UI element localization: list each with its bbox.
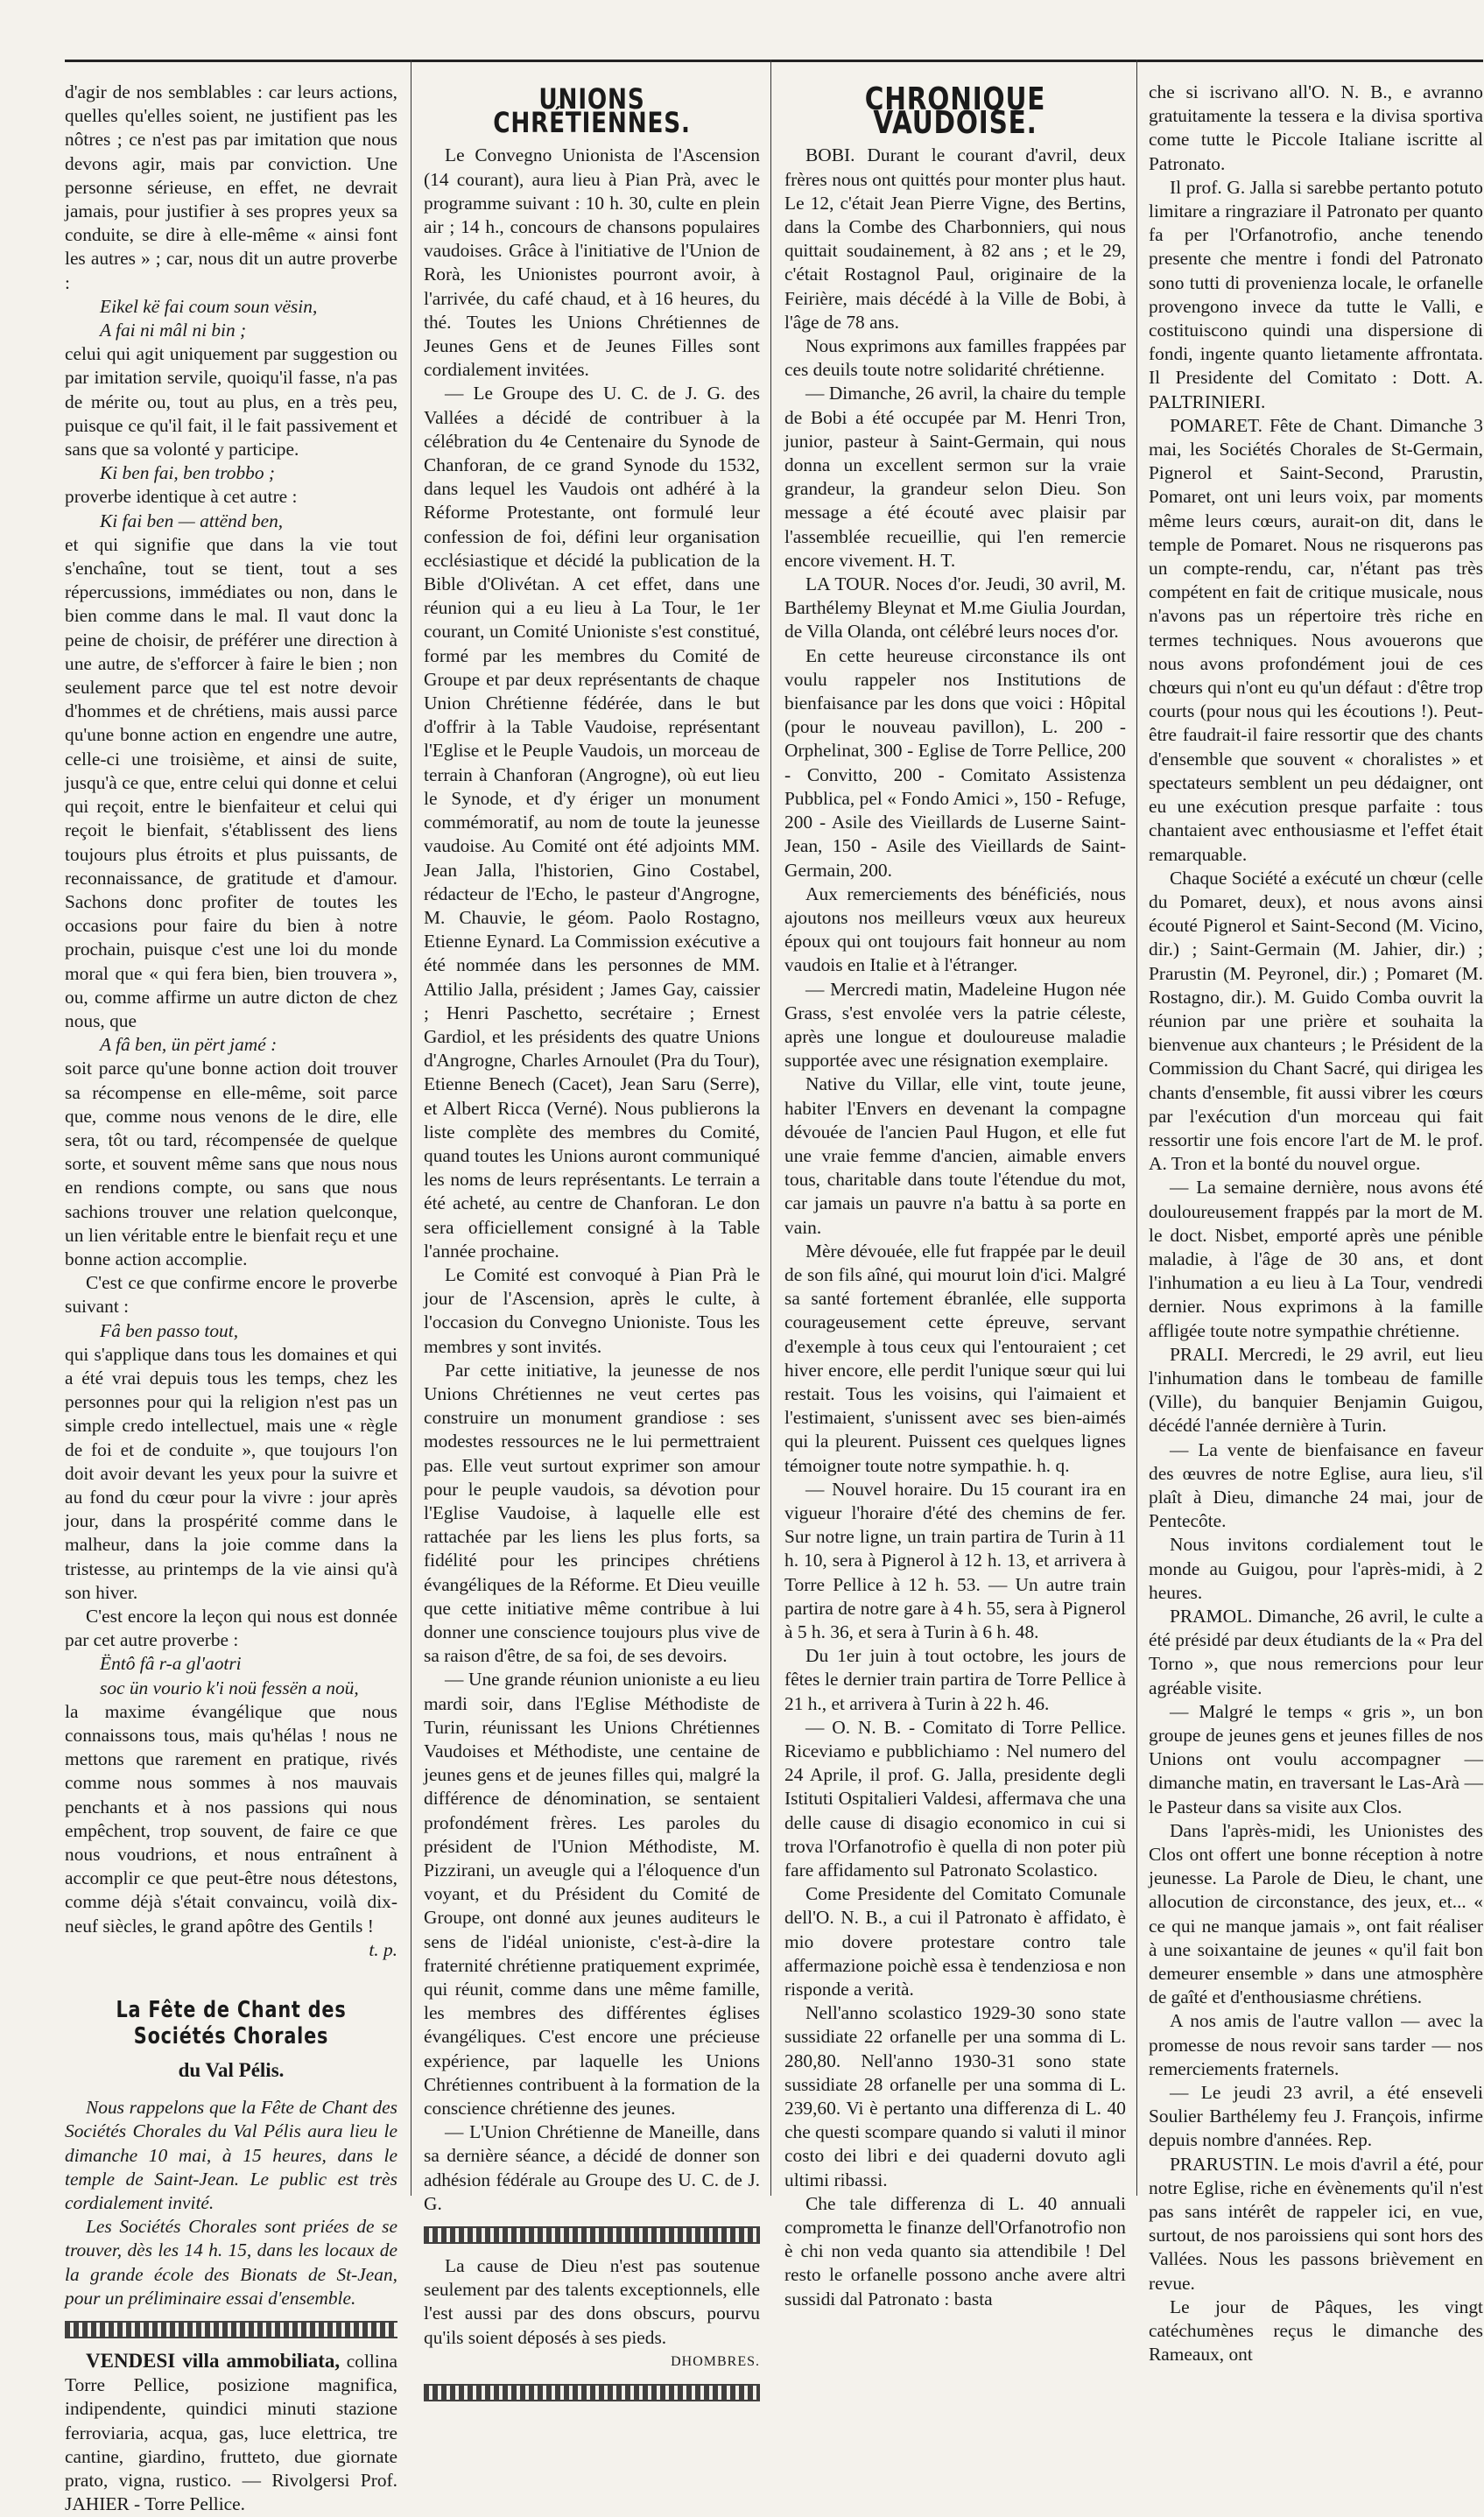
paragraph: Nous exprimons aux familles frappées par ces deuils toute notre solidarité chrétienne. (784, 335, 1126, 381)
ornament-divider (65, 2321, 397, 2338)
ad-text: collina Torre Pellice, posizione magnifica, indipendente, quindici minuti stazione ferroviaria, acqua, gas, luce elettrica, tre cantine, giardino, frutteto, due giornate prato, vigna, rustico. — Rivolgersi Prof. JAHIER - Torre Pellice. (65, 2351, 397, 2515)
ornament-divider (424, 2384, 760, 2401)
paragraph: Native du Villar, elle vint, toute jeune, habiter l'Envers en devenant la compagne dévouée de l'ancien Paul Hugon, et elle fut une vraie femme d'ancien, aimable envers tous, charitable dans toute l'étendue du mot, car jamais un pauvre n'a battu à sa porte en vain. (784, 1073, 1126, 1238)
paragraph: En cette heureuse circonstance ils ont voulu rappeler nos Institutions de bienfaisance par les dons que voici : Hôpital (pour le nouveau pavillon), L. 200 - Orphelinat, 300 - Eglise de Torre Pellice, 200 - Convitto, 200 - Comitato Assistenza Pubblica, pel « Fondo Amici », 150 - Refuge, 200 - Asile des Vieillards de Luserne Saint-Jean, 150 - Asile des Vieillards de Saint-Germain, 200. (784, 644, 1126, 881)
column-4 (1149, 81, 1483, 2366)
proverb-line: Ki fai ben — attënd ben, (100, 510, 284, 531)
paragraph: Les Sociétés Chorales sont priées de se trouver, dès les 14 h. 15, dans les locaux de la grande école des Bionats de St-Jean, pour un préliminaire essai d'ensemble. (65, 2216, 397, 2309)
paragraph: et qui signifie que dans la vie tout s'enchaîne, tout se tient, tout a ses répercussions, immédiates ou non, dans le bien comme dans le mal. Il vaut donc la peine de choisir, de préférer une direction à une autre, de s'efforcer à faire le bien ; non seulement parce que tel est notre devoir d'hommes et de chrétiens, mais aussi parce qu'une bonne action en engendre une autre, celle-ci une troisième, et ainsi de suite, jusqu'à ce que, entre celui qui donne et celui qui reçoit, entre le bienfaiteur et celui qui reçoit le bienfait, s'établissent des liens toujours plus étroits et plus puissants, de reconnaissance, de gratitude et d'amour. Sachons donc profiter de toutes les occasions pour faire du bien à notre prochain, puisque c'est une loi du monde moral que « qui fera bien, bien trouvera », ou, comme affirme un autre dicton de chez nous, que (65, 533, 397, 1031)
classified-ad (65, 2349, 397, 2516)
quote: La cause de Dieu n'est pas soutenue seulement par des talents exceptionnels, elle l'est aussi par des dons obscurs, pourvu qu'ils soient déposés à ses pieds. (424, 2255, 760, 2348)
section-title: CHRONIQUE VAUDOISE. (864, 81, 1046, 142)
paragraph: Le Comité est convoqué à Pian Prà le jour de l'Ascension, après le culte, à l'occasion du Convegno Unioniste. Tous les membres y sont invités. (424, 1263, 760, 1357)
top-rule (65, 60, 1483, 62)
paragraph: Chaque Société a exécuté un chœur (celle du Pomaret, deux), et nous avons ainsi écouté Pignerol et Saint-Second (M. Vicino, dir.) ; Saint-Germain (M. Jahier, dir.) ; Prarustin (M. Peyronel, dir.) ; Pomaret (M. Rostagno, dir.). M. Guido Comba ouvrit la réunion par une prière et souhaita la bienvenue aux chanteurs ; le Président de la Commission du Chant Sacré, qui dirigea les chants d'ensemble, fit aussi vibrer les cœurs par l'exécution d'un morceau qui fait ressortir une fois encore l'art de M. le prof. A. Tron et la bonté du nouvel orgue. (1149, 867, 1483, 1175)
paragraph: Il prof. G. Jalla si sarebbe pertanto potuto limitare a ringraziare il Patronato per quanto fa per l'Orfanotrofio, anche tenendo presente che mentre i fondi del Patronato sono tutti di provenienza locale, le orfanelle provengono invece da tutte le Valli, e costituiscono quindi una dispersione di fondi, ingente quanto lietamente affrontata. Il Presidente del Comitato : Dott. A. PALTRINIERI. (1149, 176, 1483, 412)
proverb-line: Eikel kë fai coum soun vësin, (100, 295, 318, 317)
paragraph: BOBI. Durant le courant d'avril, deux frères nous ont quittés pour monter plus haut. Le 12, c'était Jean Pierre Vigne, des Bertins, dans la Combe des Charbonniers, qui nous quittait soudainement, à 82 ans ; et le 29, c'était Rostagnol Paul, originaire de la Feirière, mais décédé à la Ville de Bobi, à l'âge de 78 ans. (784, 144, 1126, 333)
paragraph: Nous rappelons que la Fête de Chant des Sociétés Chorales du Val Pélis aura lieu le dimanche 10 mai, à 15 heures, dans le temple de Saint-Jean. Le public est très cordialement invité. (65, 2097, 397, 2214)
paragraph: LA TOUR. Noces d'or. Jeudi, 30 avril, M. Barthélemy Bleynat et M.me Giulia Jourdan, de Villa Olanda, ont célébré leurs noces d'or. (784, 573, 1126, 643)
paragraph: — Dimanche, 26 avril, la chaire du temple de Bobi a été occupée par M. Henri Tron, junior, pasteur à Saint-Germain, qui nous donna un excellent sermon sur la vraie grandeur, la grandeur selon Dieu. Son message a été écouté avec plaisir par l'assemblée recueillie, qui l'en remercie encore vivement. H. T. (784, 383, 1126, 571)
paragraph: Mère dévouée, elle fut frappée par le deuil de son fils aîné, qui mourut loin d'ici. Malgré sa santé fortement ébranlée, elle supporta courageusement cette épreuve, servant d'exemple à tous ceux qui l'entouraient ; cet hiver encore, elle perdit l'unique sœur qui lui restait. Tous les voisins, qui l'aimaient et l'estimaient, s'unissent avec ses bien-aimés qui la pleurent. Puissent ces quelques lignes témoigner toute notre sympathie. h. q. (784, 1240, 1126, 1476)
column-3 (784, 81, 1126, 2310)
paragraph: PRALI. Mercredi, le 29 avril, eut lieu l'inhumation dans le tombeau de famille (Ville), du banquier Benjamin Guigou, décédé l'année dernière à Turin. (1149, 1343, 1483, 1437)
column-2 (424, 81, 760, 2369)
quote-author: DHOMBRES. (671, 2353, 760, 2369)
paragraph: soit parce qu'une bonne action doit trouver sa récompense en elle-même, soit parce que, comme nous venons de le dire, elle sera, tôt ou tard, récompensée de quelque sorte, et souvent même sans que nous nous en rendions compte, ou sans que nous sachions trouver une relation quelconque, un lien véritable entre le bienfait reçu et une bonne action accomplie. (65, 1058, 397, 1269)
fete-title: La Fête de Chant des Sociétés Chorales (116, 1997, 347, 2050)
paragraph: celui qui agit uniquement par suggestion ou par imitation servile, quoiqu'il fasse, n'a pas de mérite ou, tout au plus, en a très peu, puisque ce qu'il fait, il le fait passivement et sans que sa volonté y participe. (65, 343, 397, 461)
fete-notice (65, 2096, 397, 2310)
paragraph: proverbe identique à cet autre : (65, 486, 298, 508)
paragraph: Nell'anno scolastico 1929-30 sono state sussidiate 22 orfanelle per una somma di L. 280,80. Nell'anno 1930-31 sono state sussidiate 28 orfanelle per una somma di L. 239,60. Vi è pertanto una differenza di L. 40 che questi scompare quando si valuti il minor costo dei libri e dei quaderni dovuto agli ultimi ribassi. (784, 2002, 1126, 2190)
newspaper-page (65, 60, 1483, 2515)
signature: t. p. (369, 1938, 397, 1960)
paragraph: — La semaine dernière, nous avons été douloureusement frappés par la mort de M. le doct. Nisbet, emporté après une pénible maladie, à l'âge de 30 ans, et dont l'inhumation a eu lieu à La Tour, vendredi dernier. Nous exprimons à la famille affligée toute notre sympathie chrétienne. (1149, 1177, 1483, 1341)
paragraph: — La vente de bienfaisance en faveur des œuvres de notre Eglise, aura lieu, s'il plaît à Dieu, dimanche 24 mai, jour de Pentecôte. (1149, 1438, 1483, 1532)
paragraph: Aux remerciements des bénéficiés, nous ajoutons nos meilleurs vœux aux heureux époux qui ont toujours fait honneur au nom vaudois en Italie et à l'étranger. (784, 882, 1126, 976)
paragraph: — Mercredi matin, Madeleine Hugon née Grass, s'est envolée vers la patrie céleste, après une longue et douloureuse maladie supportée avec une résignation exemplaire. (784, 978, 1126, 1072)
column-1 (65, 81, 397, 2515)
paragraph: qui s'applique dans tous les domaines et qui a été vrai depuis tous les temps, chez les personnes pour qui la religion n'est pas un simple credo intellectuel, mais une « règle de foi et de conduite », que toujours l'on doit avoir devant les yeux pour la suivre et au fond du cœur pour la vivre : jour après jour, dans la prospérité comme dans le malheur, dans la joie comme dans la tristesse, au printemps de la vie ainsi qu'à son hiver. (65, 1343, 397, 1603)
paragraph: Dans l'après-midi, les Unionistes des Clos ont offert une bonne réception à notre jeunesse. La Parole de Dieu, le chant, une allocution de circonstance, des jeux, et... « ce qui ne manque jamais », ont fait réaliser à une soixantaine de jeunes « qu'il fait bon demeurer ensemble » dans une atmosphère de gaîté et d'enthousiasme chrétiens. (1149, 1819, 1483, 2008)
paragraph: che si iscrivano all'O. N. B., e avranno gratuitamente la tessera e la divisa sportiva come tutte le Piccole Italiane iscritte al Patronato. (1149, 81, 1483, 174)
paragraph: Par cette initiative, la jeunesse de nos Unions Chrétiennes ne veut certes pas construire un monument grandiose : ses modestes ressources ne le lui permettraient pas. Elle veut surtout exprimer son amour pour le peuple vaudois, sa dévotion pour l'Eglise Vaudoise, à laquelle elle est rattachée par les liens les plus forts, sa fidélité pour les principes chrétiens évangéliques de la Réforme. Et Dieu veuille que cette initiative même contribue à lui donner une conscience toujours plus vive de sa raison d'être, de sa foi, de ses devoirs. (424, 1359, 760, 1667)
paragraph: Come Presidente del Comitato Comunale dell'O. N. B., a cui il Patronato è affidato, è mio dovere protestare contro tale affermazione poichè essa è tendenziosa e non risponde a verità. (784, 1883, 1126, 2000)
paragraph: Du 1er juin à tout octobre, les jours de fêtes le dernier train partira de Torre Pellice à 21 h., et arrivera à Turin à 22 h. 46. (784, 1645, 1126, 1714)
paragraph: A nos amis de l'autre vallon — avec la promesse de nous revoir sans tarder — nos remerciements fraternels. (1149, 2010, 1483, 2079)
paragraph: C'est ce que confirme encore le proverbe suivant : (65, 1272, 397, 1318)
proverb-line: Ëntô fâ r-a gl'aotri (100, 1653, 242, 1675)
paragraph: d'agir de nos semblables : car leurs actions, quelles qu'elles soient, ne justifient pas les nôtres ; ce n'est pas par imitation que nous devons agir, mais par conviction. Une personne sérieuse, en effet, ne devrait jamais, pour justifier à ses propres yeux sa conduite, se dire à elle-même « ainsi font les autres » ; car, nous dit un autre proverbe : (65, 81, 397, 293)
column-rule (770, 60, 771, 2196)
ornament-divider (424, 2226, 760, 2244)
paragraph: — O. N. B. - Comitato di Torre Pellice. Riceviamo e pubblichiamo : Nel numero del 24 Aprile, il prof. G. Jalla, presidente degli Istituti Ospitalieri Valdesi, affermava che una delle cause di disagio economico in cui si trova l'Orfanotrofio è quella di non poter più fare affidamento sul Patronato Scolastico. (784, 1716, 1126, 1881)
paragraph: Le Convegno Unionista de l'Ascension (14 courant), aura lieu à Pian Prà, avec le programme suivant : 10 h. 30, culte en plein air ; 14 h., concours de chansons populaires vaudoises. Grâce à l'initiative de l'Union de Rorà, les Unionistes pourront avoir, à l'arrivée, du café chaud, et à 16 heures, du thé. Toutes les Unions Chrétiennes de Jeunes Gens et de Jeunes Filles sont cordialement invitées. (424, 144, 760, 381)
paragraph: — Le Groupe des U. C. de J. G. des Vallées a décidé de contribuer à la célébration du 4e Centenaire du Synode de Chanforan, de ce grand Synode du 1532, dans lequel les Vaudois ont adhéré à la Réforme Protestante, ont formulé leur confession de foi, défini leur organisation ecclésiastique et décidé la publication de la Bible d'Olivétan. A cet effet, dans une réunion qui a eu lieu à La Tour, le 1er courant, un Comité Unioniste s'est constitué, formé par les membres du Comité de Groupe et par deux représentants de chaque Union Chrétienne fédérée, dans le but d'offrir à la Table Vaudoise, représentant l'Eglise et le Peuple Vaudois, un morceau de terrain à Chanforan (Angrogne), où eut lieu le Synode, et d'y ériger un monument commémoratif, au nom de toute la jeunesse vaudoise. Au Comité ont été adjoints MM. Jean Jalla, l'historien, Gino Costabel, rédacteur de l'Echo, le pasteur d'Angrogne, M. Chauvie, le géom. Paolo Rostagno, Etienne Eynard. La Commission exécutive a été nommée dans les personnes de MM. Attilio Jalla, président ; James Gay, caissier ; Henri Paschetto, secrétaire ; Ernest Gardiol, et les présidents des quatre Unions d'Angrogne, Charles Arnoulet (Pra du Tour), Etienne Benech (Cacet), Jean Saru (Serre), et Albert Ricca (Verné). Nous publierons la liste complète des membres du Comité, quand toutes les Unions auront communiqué les noms de leurs représentants. Le terrain a été acheté, au centre de Chanforan. Le don sera officiellement consigné à la Table l'année prochaine. (424, 383, 760, 1262)
paragraph: Le jour de Pâques, les vingt catéchumènes reçus le dimanche des Rameaux, ont (1149, 2296, 1483, 2366)
paragraph: C'est encore la leçon qui nous est donnée par cet autre proverbe : (65, 1606, 397, 1651)
paragraph: — Nouvel horaire. Du 15 courant ira en vigueur l'horaire d'été des chemins de fer. Sur notre ligne, un train partira de Turin à 11 h. 10, sera à Pignerol à 12 h. 13, et arrivera à Torre Pellice à 12 h. 53. — Un autre train partira de notre gare à 4 h. 55, sera à Pignerol à 5 h. 36, et sera à Turin à 6 h. 48. (784, 1478, 1126, 1642)
proverb-line: Fâ ben passo tout, (100, 1319, 239, 1341)
proverb-line: A fâ ben, ün përt jamé : (100, 1034, 278, 1056)
paragraph: POMARET. Fête de Chant. Dimanche 3 mai, les Sociétés Chorales de St-Germain, Pignerol et Saint-Second, Prarustin, Pomaret, ont uni leurs voix, par moments même leurs cœurs, aurait-on dit, dans le temple de Pomaret. Nous ne risquerons pas un compte-rendu, car, n'étant pas très compétent en fait de critique musicale, nous n'avons pas un répertoire très riche en termes techniques. Nous avouerons que nous avons profondément joui de ces chœurs qui n'ont eu qu'un défaut : d'être trop courts (pour nous qui les écoutions !). Peut-être faudrait-il faire ressortir que des chants d'ensemble que souvent « choralistes » et spectateurs semblent un peu dédaigner, ont eu une exécution presque parfaite : tous chantaient avec enthousiasme et l'effet était remarquable. (1149, 414, 1483, 865)
proverb-line: Ki ben fai, ben trobbo ; (100, 462, 276, 484)
paragraph: la maxime évangélique que nous connaissons tous, mais qu'hélas ! nous ne mettons que rarement en pratique, rivés comme nous sommes à nos mauvais penchants et à nos passions qui nous empêchent, trop souvent, de faire ce que nous voudrions, et nous entraînent à accomplir ce que peut-être nous détestons, comme déjà s'était convaincu, voilà dix-neuf siècles, le grand apôtre des Gentils ! (65, 1700, 397, 1937)
paragraph: — Une grande réunion unioniste a eu lieu mardi soir, dans l'Eglise Méthodiste de Turin, réunissant les Unions Chrétiennes Vaudoises et Méthodiste, une centaine de jeunes gens et de jeunes filles qui, malgré la différence de dénomination, se sentaient profondément frères. Les paroles du président de l'Union Méthodiste, M. Pizzirani, un aveugle qui a l'éloquence d'un voyant, et du Président du Comité de Groupe, ont donné aux jeunes auditeurs le sens de l'idéal unioniste, c'est-à-dire la fraternité chrétienne pratiquement exprimée, qui réunit, comme dans une même famille, les membres des différentes églises évangéliques. C'est encore une précieuse expérience, par laquelle les Unions Chrétiennes contribuent à la formation de la conscience chrétienne des jeunes. (424, 1669, 760, 2120)
fete-subtitle: du Val Pélis. (178, 2059, 285, 2082)
paragraph: — Le jeudi 23 avril, a été enseveli Soulier Barthélemy feu J. François, infirme depuis nombre d'années. Rep. (1149, 2082, 1483, 2151)
paragraph: Nous invitons cordialement tout le monde au Guigou, pour l'après-midi, à 2 heures. (1149, 1534, 1483, 1603)
proverb-line: soc ün vourio k'i noü fessën a noü, (100, 1677, 359, 1698)
column-rule (1136, 60, 1137, 2196)
section-title: UNIONS CHRÉTIENNES. (493, 82, 691, 140)
proverb-line: A fai ni mâl ni bin ; (100, 320, 247, 341)
paragraph: — L'Union Chrétienne de Maneille, dans sa dernière séance, a décidé de donner son adhésion fédérale au Groupe des U. C. de J. G. (424, 2121, 760, 2214)
ad-lead: VENDESI villa ammobiliata, (86, 2350, 341, 2373)
paragraph: PRAMOL. Dimanche, 26 avril, le culte a été présidé par deux étudiants de la « Pra del Torno », que nous remercions pour leur agréable visite. (1149, 1606, 1483, 1698)
paragraph: Che tale differenza di L. 40 annuali comprometta le finanze dell'Orfanotrofio non è chi non veda quanto sia attendibile ! Del resto le orfanelle possono anche avere altri sussidi dal Patronato : basta (784, 2192, 1126, 2310)
paragraph: PRARUSTIN. Le mois d'avril a été, pour notre Eglise, riche en évènements qu'il n'est pas sans intérêt de rappeler ici, en vue, surtout, de nos paroissiens qui sont hors des Vallées. Nous les passons brièvement en revue. (1149, 2153, 1483, 2294)
paragraph: — Malgré le temps « gris », un bon groupe de jeunes gens et jeunes filles de nos Unions ont voulu accompagner — dimanche matin, en traversant le Las-Arà — le Pasteur dans sa visite aux Clos. (1149, 1700, 1483, 1817)
